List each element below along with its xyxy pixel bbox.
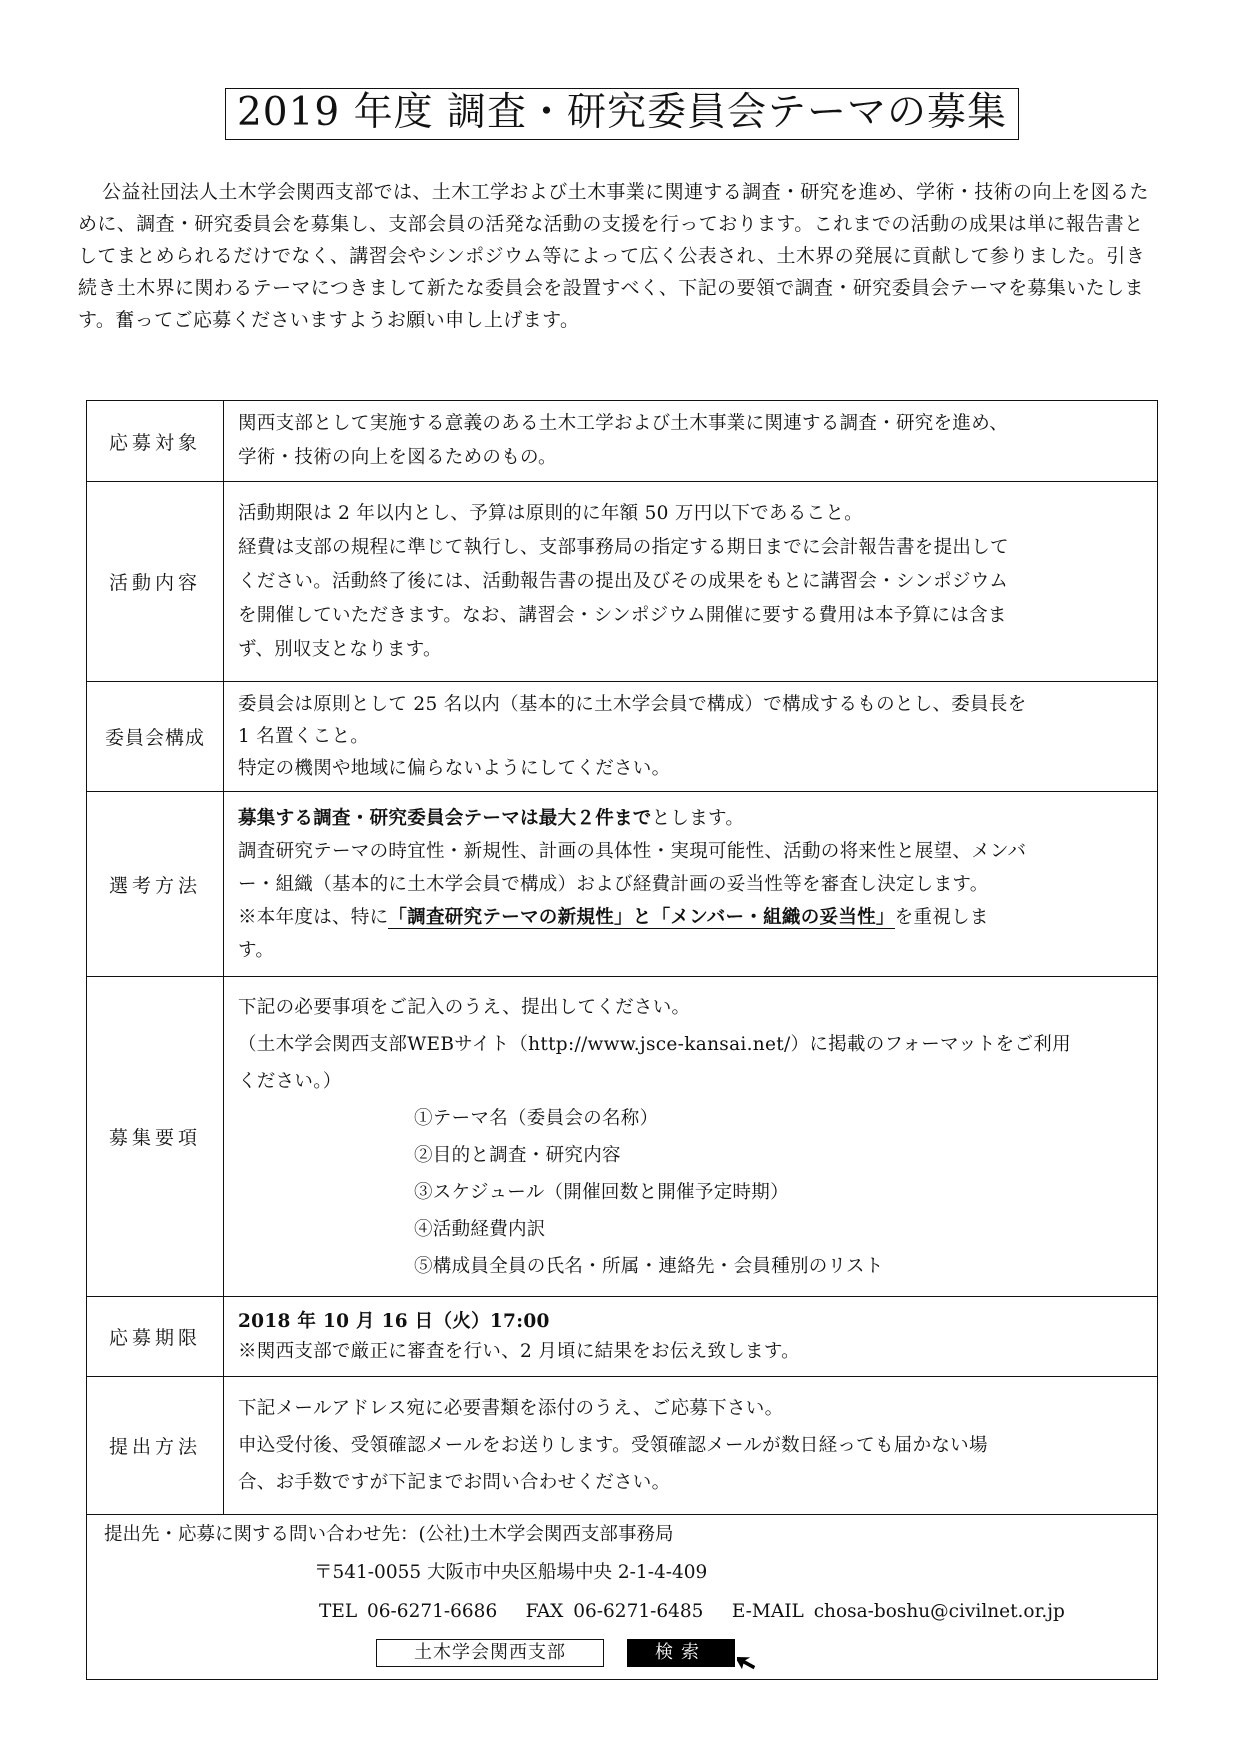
list-item: ②目的と調査・研究内容 [414, 1144, 621, 1166]
contact-box [86, 1510, 1158, 1680]
table-row-activity [87, 482, 1158, 682]
row-label-target: 応募対象 [87, 401, 224, 482]
list-item: ③スケジュール（開催回数と開催予定時期） [414, 1181, 789, 1203]
contact-address: 〒541-0055 大阪市中央区船場中央 2-1-4-409 [314, 1562, 708, 1583]
row-content-target [224, 401, 1158, 482]
content-line: 委員会は原則として 25 名以内（基本的に土木学会員で構成）で構成するものとし、委員長を [238, 693, 1027, 715]
content-line: 申込受付後、受領確認メールをお送りします。受領確認メールが数日経っても届かない場 [238, 1435, 988, 1456]
row-label-submission: 提出方法 [87, 1377, 224, 1515]
table-row-committee [87, 682, 1158, 792]
row-content-guidelines [224, 977, 1158, 1297]
content-line: （土木学会関西支部WEBサイト（http://www.jsce-kansai.net/）に掲載のフォーマットをご利用 [238, 1033, 1071, 1055]
selection-limit-bold: 募集する調査・研究委員会テーマは最大２件まで [238, 807, 652, 829]
intro-paragraph [78, 176, 1158, 336]
content-line: 下記の必要事項をご記入のうえ、提出してください。 [238, 996, 691, 1018]
row-label-guidelines: 募集要項 [87, 977, 224, 1297]
intro-text: 公益社団法人土木学会関西支部では、土木工学および土木事業に関連する調査・研究を進め、学術・技術の向上を図るために、調査・研究委員会を募集し、支部会員の活発な活動の支援を行っております。これまでの活動の成果は単に報告書としてまとめられるだけでなく、講習会やシンポジウム等によって広く公表され、土木界の発展に貢献して参りました。引き続き土木界に関わるテーマにつきまして新たな委員会を設置すべく、下記の要領で調査・研究委員会テーマを募集いたします。奮ってご応募くださいますようお願い申し上げます。 [78, 181, 1149, 331]
contact-heading: 提出先・応募に関する問い合わせ先：(公社)土木学会関西支部事務局 [104, 1524, 674, 1545]
selection-limit-rest: とします。 [651, 807, 745, 829]
row-content-deadline [224, 1297, 1158, 1377]
content-line: 調査研究テーマの時宜性・新規性、計画の具体性・実現可能性、活動の将来性と展望、メンバ [238, 840, 1027, 862]
row-label-activity: 活動内容 [87, 482, 224, 682]
page-title: 2019 年度 調査・研究委員会テーマの募集 [225, 88, 1019, 140]
cursor-arrow-icon [737, 1648, 763, 1674]
row-content-selection [224, 792, 1158, 977]
table-row-selection [87, 792, 1158, 977]
contact-phones: TEL 06-6271-6686 FAX 06-6271-6485 E-MAIL chosa-boshu@civilnet.or.jp [319, 1601, 1065, 1622]
row-content-committee [224, 682, 1158, 792]
content-line: す。 [238, 939, 275, 961]
selection-note [238, 901, 1143, 934]
content-line: 学術・技術の向上を図るためのもの。 [238, 447, 557, 468]
content-line: 合、お手数ですが下記までお問い合わせください。 [238, 1472, 671, 1493]
selection-limit-line [238, 802, 1143, 835]
row-label-deadline: 応募期限 [87, 1297, 224, 1377]
content-line: 活動期限は 2 年以内とし、予算は原則的に年額 50 万円以下であること。 [238, 502, 863, 524]
content-line: 関西支部として実施する意義のある土木工学および土木事業に関連する調査・研究を進め、 [238, 413, 1009, 434]
requirements-table [86, 400, 1158, 1515]
search-button[interactable]: 検索 [627, 1639, 735, 1667]
table-row-deadline [87, 1297, 1158, 1377]
content-line: ください。活動終了後には、活動報告書の提出及びその成果をもとに講習会・シンポジウム [238, 570, 1009, 592]
note-emphasis: 「調査研究テーマの新規性」と「メンバー・組織の妥当性」 [388, 906, 895, 928]
content-line: を開催していただきます。なお、講習会・シンポジウム開催に要する費用は本予算には含ま [238, 604, 1007, 626]
required-items-list [238, 1100, 1143, 1285]
content-line: 特定の機関や地域に偏らないようにしてください。 [238, 757, 671, 779]
content-line: ください。） [238, 1070, 342, 1092]
list-item: ④活動経費内訳 [414, 1218, 546, 1240]
row-label-selection: 選考方法 [87, 792, 224, 977]
content-line: ー・組織（基本的に土木学会員で構成）および経費計画の妥当性等を審査し決定します。 [238, 873, 989, 895]
table-row-submission [87, 1377, 1158, 1515]
content-line: 下記メールアドレス宛に必要書類を添付のうえ、ご応募下さい。 [238, 1398, 784, 1419]
list-item: ①テーマ名（委員会の名称） [414, 1107, 659, 1129]
table-row-target [87, 401, 1158, 482]
deadline-note: ※関西支部で厳正に審査を行い、2 月頃に結果をお伝え致します。 [238, 1340, 800, 1362]
row-label-committee: 委員会構成 [87, 682, 224, 792]
deadline-date: 2018 年 10 月 16 日（火）17:00 [238, 1310, 550, 1332]
search-input[interactable]: 土木学会関西支部 [376, 1639, 604, 1667]
content-line: 経費は支部の規程に準じて執行し、支部事務局の指定する期日までに会計報告書を提出して [238, 536, 1009, 558]
note-suffix: を重視しま [894, 906, 989, 928]
row-content-submission [224, 1377, 1158, 1515]
list-item: ⑤構成員全員の氏名・所属・連絡先・会員種別のリスト [414, 1255, 884, 1277]
content-line: 1 名置くこと。 [238, 725, 370, 747]
table-row-guidelines [87, 977, 1158, 1297]
row-content-activity [224, 482, 1158, 682]
note-prefix: ※本年度は、特に [238, 906, 389, 928]
content-line: ず、別収支となります。 [238, 638, 442, 660]
